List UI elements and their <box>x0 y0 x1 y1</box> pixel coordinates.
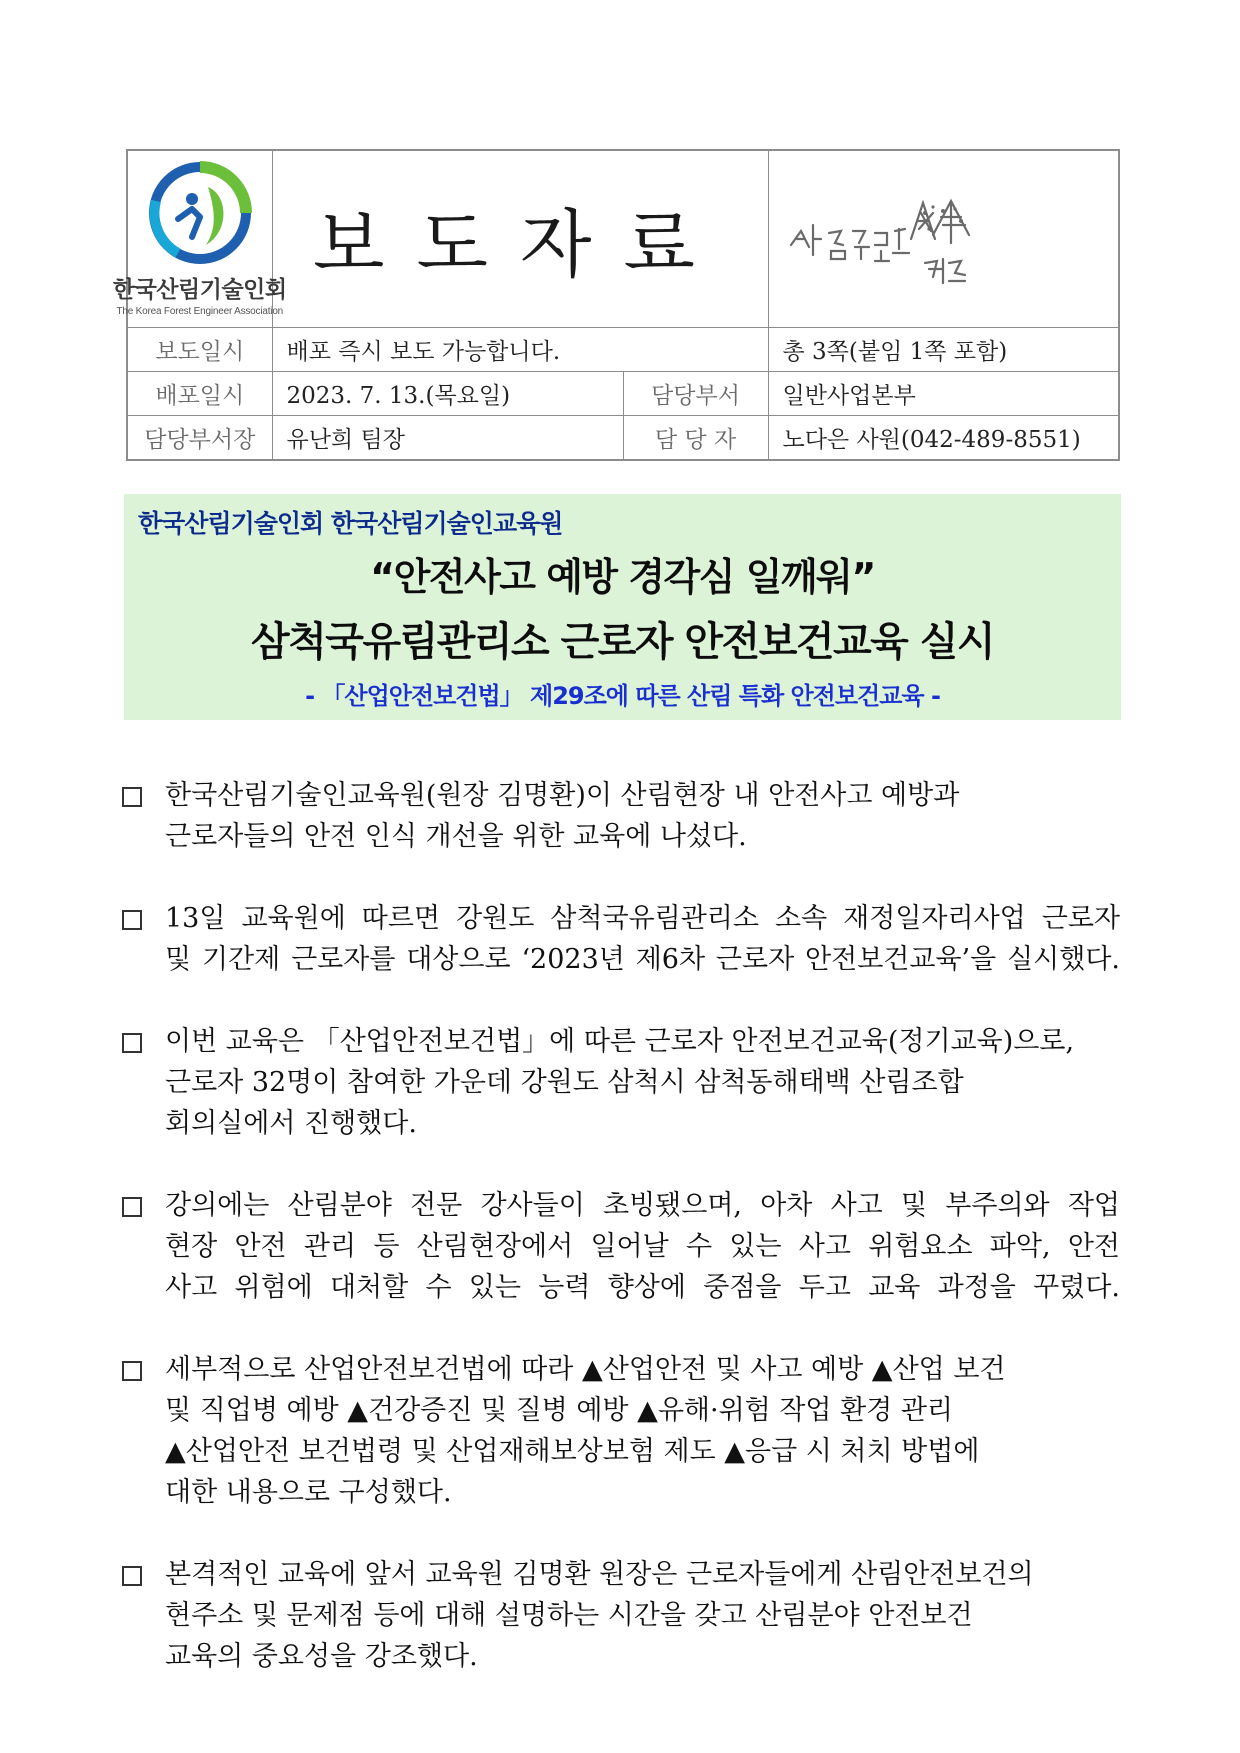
paragraph-line: 현장 안전 관리 등 산림현장에서 일어날 수 있는 사고 위험요소 파악, 안전 <box>165 1231 1120 1262</box>
release-time-value: 배포 즉시 보도 가능합니다. <box>272 328 768 372</box>
checkbox-bullet-icon <box>122 1033 142 1053</box>
logo-cell <box>112 150 287 328</box>
paragraph-line: 현주소 및 문제점 등에 대해 설명하는 시간을 갖고 산림분야 안전보건 <box>165 1600 973 1631</box>
article-body <box>120 775 1120 1718</box>
headline-title-line-2: 삼척국유림관리소 근로자 안전보건교육 실시 <box>251 619 994 665</box>
checkbox-bullet-icon <box>122 787 142 807</box>
release-time-label: 보도일시 <box>127 328 272 372</box>
department-head-label: 담당부서장 <box>127 416 272 461</box>
logo-org-name-kr: 한국산림기술인회 <box>112 277 287 303</box>
contact-person-label: 담 당 자 <box>623 416 768 461</box>
paragraph-line: 세부적으로 산업안전보건법에 따라 ▲산업안전 및 사고 예방 ▲산업 보건 <box>165 1354 1006 1385</box>
organization-logo <box>112 151 287 327</box>
paragraph-text <box>165 1349 1120 1513</box>
paragraph-line: 교육의 중요성을 강조했다. <box>165 1641 478 1672</box>
paragraph-line: 회의실에서 진행했다. <box>165 1108 417 1139</box>
department-label: 담당부서 <box>623 372 768 416</box>
headline-subtitle: - 「산업안전보건법」 제29조에 따른 산림 특화 안전보건교육 - <box>305 682 940 710</box>
press-release-header-table <box>112 149 1120 461</box>
paragraph-line: 대한 내용으로 구성했다. <box>165 1477 452 1508</box>
paragraph-line: 및 기간제 근로자를 대상으로 ‘2023년 제6차 근로자 안전보건교육’을 실시했다. <box>165 944 1120 975</box>
paragraph-line: 강의에는 산림분야 전문 강사들이 초빙됐으며, 아차 사고 및 부주의와 작업 <box>165 1190 1120 1221</box>
paragraph-4 <box>120 1185 1120 1308</box>
paragraph-text <box>165 775 1120 857</box>
calligraphy-slogan <box>769 151 1119 327</box>
paragraph-text <box>165 1021 1120 1144</box>
headline-organizations: 한국산림기술인회 한국산림기술인교육원 <box>138 509 563 538</box>
page-title: 보도자료 <box>272 150 768 328</box>
headline-title-line-1: “안전사고 예방 경각심 일깨워” <box>370 555 875 599</box>
paragraph-text <box>165 898 1120 980</box>
distribution-date-label: 배포일시 <box>127 372 272 416</box>
paragraph-line: ▲산업안전 보건법령 및 산업재해보상보험 제도 ▲응급 시 처치 방법에 <box>165 1436 980 1467</box>
paragraph-line: 및 직업병 예방 ▲건강증진 및 질병 예방 ▲유해·위험 작업 환경 관리 <box>165 1395 953 1426</box>
paragraph-line: 본격적인 교육에 앞서 교육원 김명환 원장은 근로자들에게 산림안전보건의 <box>165 1559 1034 1590</box>
paragraph-line: 한국산림기술인교육원(원장 김명환)이 산림현장 내 안전사고 예방과 <box>165 780 960 811</box>
distribution-date-value: 2023. 7. 13.(목요일) <box>272 372 623 416</box>
headline-box <box>124 494 1121 720</box>
checkbox-bullet-icon <box>122 1566 142 1586</box>
page-count-note: 총 3쪽(붙임 1쪽 포함) <box>768 328 1119 372</box>
paragraph-3 <box>120 1021 1120 1144</box>
contact-person-value: 노다은 사원(042-489-8551) <box>768 416 1119 461</box>
paragraph-line: 이번 교육은 「산업안전보건법」에 따른 근로자 안전보건교육(정기교육)으로, <box>165 1026 1075 1057</box>
logo-emblem-icon <box>148 161 252 265</box>
paragraph-line: 사고 위험에 대처할 수 있는 능력 향상에 중점을 두고 교육 과정을 꾸렸다. <box>165 1272 1120 1303</box>
calligraphy-cell <box>768 150 1119 328</box>
paragraph-2 <box>120 898 1120 980</box>
paragraph-1 <box>120 775 1120 857</box>
checkbox-bullet-icon <box>122 910 142 930</box>
paragraph-line: 13일 교육원에 따르면 강원도 삼척국유림관리소 소속 재정일자리사업 근로자 <box>165 903 1120 934</box>
paragraph-5 <box>120 1349 1120 1513</box>
checkbox-bullet-icon <box>122 1361 142 1381</box>
paragraph-line: 근로자들의 안전 인식 개선을 위한 교육에 나섰다. <box>165 821 747 852</box>
department-value: 일반사업본부 <box>768 372 1119 416</box>
logo-org-name-en: The Korea Forest Engineer Association <box>116 306 284 317</box>
paragraph-6 <box>120 1554 1120 1677</box>
paragraph-text <box>165 1554 1120 1677</box>
checkbox-bullet-icon <box>122 1197 142 1217</box>
department-head-value: 유난희 팀장 <box>272 416 623 461</box>
calligraphy-slogan-icon <box>783 173 983 303</box>
paragraph-line: 근로자 32명이 참여한 가운데 강원도 삼척시 삼척동해태백 산림조합 <box>165 1067 964 1098</box>
paragraph-text <box>165 1185 1120 1308</box>
